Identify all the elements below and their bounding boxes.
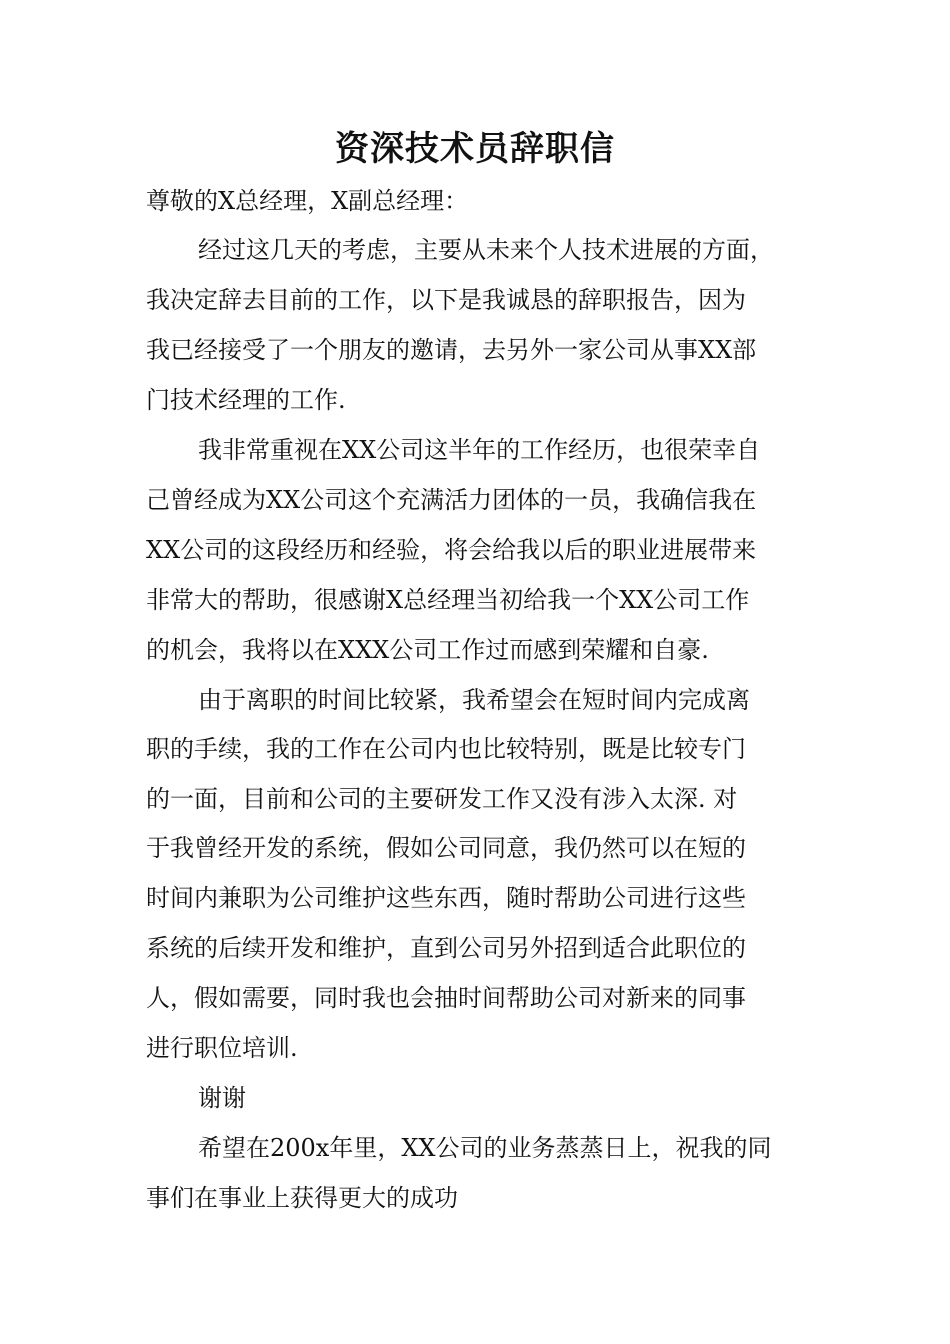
paragraph-line: XX公司的这段经历和经验，将会给我以后的职业进展带来: [146, 536, 757, 564]
paragraph-line: 系统的后续开发和维护，直到公司另外招到适合此职位的: [146, 934, 746, 962]
paragraph-line: 的机会，我将以在XXX公司工作过而感到荣耀和自豪.: [146, 636, 709, 664]
paragraph-line: 时间内兼职为公司维护这些东西，随时帮助公司进行这些: [146, 884, 746, 912]
paragraph-line: 非常大的帮助，很感谢X总经理当初给我一个XX公司工作: [146, 586, 750, 614]
paragraph-line: 我非常重视在XX公司这半年的工作经历，也很荣幸自: [198, 436, 761, 464]
paragraph-line: 我决定辞去目前的工作，以下是我诚恳的辞职报告，因为: [146, 286, 746, 314]
paragraph-line: 职的手续，我的工作在公司内也比较特别，既是比较专门: [146, 735, 746, 763]
paragraph-line: 进行职位培训.: [146, 1034, 298, 1062]
paragraph-line: 经过这几天的考虑，主要从未来个人技术进展的方面，: [198, 236, 774, 264]
salutation: 尊敬的X总经理，X副总经理：: [146, 187, 469, 215]
thanks-line: 谢谢: [198, 1084, 246, 1112]
document-title: 资深技术员辞职信: [335, 129, 615, 169]
paragraph-line: 人，假如需要，同时我也会抽时间帮助公司对新来的同事: [146, 984, 746, 1012]
paragraph-line: 门技术经理的工作.: [146, 386, 346, 414]
paragraph-line: 于我曾经开发的系统，假如公司同意，我仍然可以在短的: [146, 834, 746, 862]
paragraph-line: 希望在200x年里，XX公司的业务蒸蒸日上，祝我的同: [198, 1134, 772, 1162]
paragraph-line: 由于离职的时间比较紧，我希望会在短时间内完成离: [198, 686, 750, 714]
paragraph-line: 事们在事业上获得更大的成功: [146, 1184, 458, 1212]
paragraph-line: 的一面，目前和公司的主要研发工作又没有涉入太深. 对: [146, 785, 738, 813]
paragraph-line: 我已经接受了一个朋友的邀请，去另外一家公司从事XX部: [146, 336, 757, 364]
paragraph-line: 己曾经成为XX公司这个充满活力团体的一员，我确信我在: [146, 486, 757, 514]
